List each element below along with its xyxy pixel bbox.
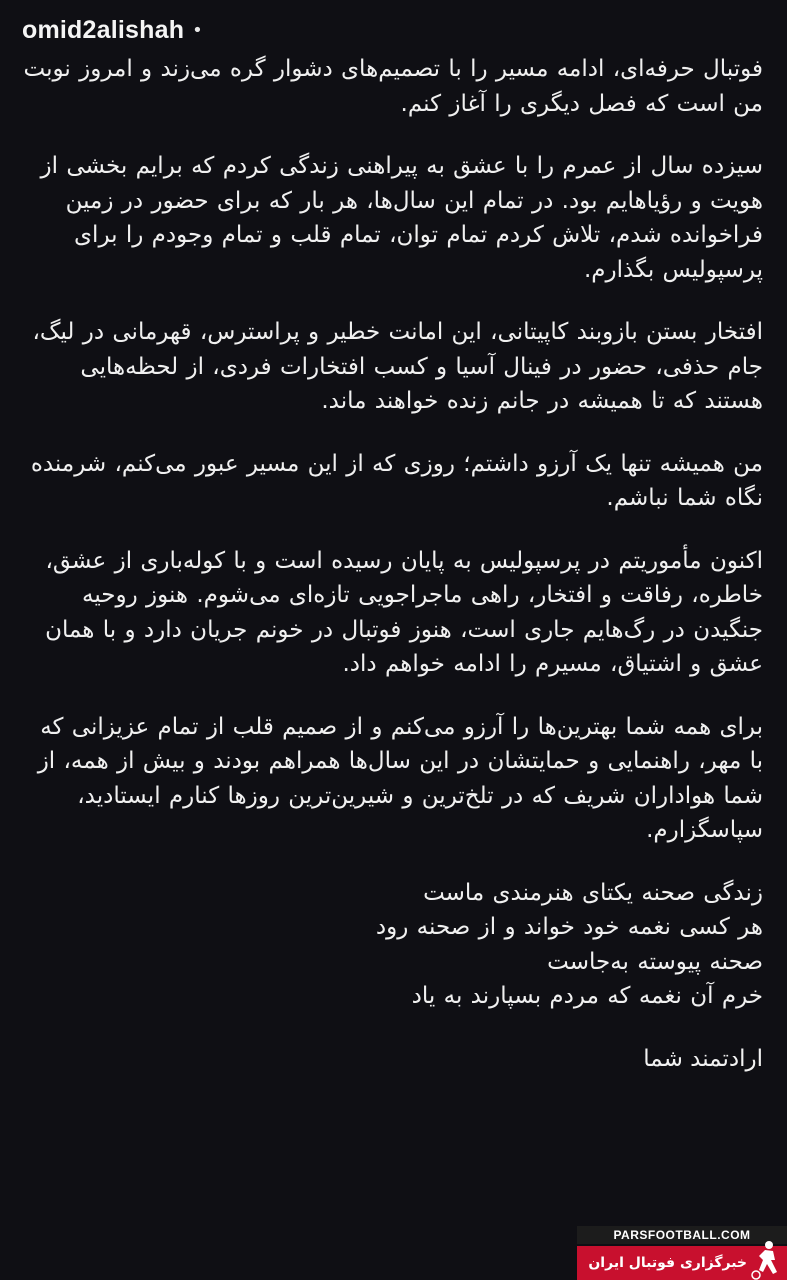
watermark-site: PARSFOOTBALL.COM: [577, 1226, 787, 1244]
separator-dot: •: [192, 19, 203, 41]
post-caption: [22, 52, 763, 1076]
caption-poem: [22, 876, 763, 1014]
parsfootball-watermark: [577, 1226, 787, 1280]
player-silhouette-icon: [747, 1238, 783, 1280]
poem-line-3: صحنه پیوسته به‌جاست: [547, 948, 763, 975]
poem-line-4: خرم آن نغمه که مردم بسپارند به یاد: [411, 983, 763, 1009]
post-header: [22, 12, 203, 48]
caption-paragraph-6: برای همه شما بهترین‌ها را آرزو می‌کنم و از صمیم قلب از تمام عزیزانی که با مهر، راهنمایی و حمایتشان در این سال‌ها همراهم بودند و بیش از همه، از شما هواداران شریف که در تلخ‌ترین و شیرین‌ترین روزها کنارم ایستادید، سپاسگزارم.: [37, 713, 763, 843]
poem-line-2: هر کسی نغمه خود خواند و از صحنه رود: [375, 914, 763, 940]
username-link[interactable]: omid2alishah: [22, 15, 185, 44]
caption-paragraph-5: اکنون مأموریتم در پرسپولیس به پایان رسیده است و با کوله‌باری از عشق، خاطره، رفاقت و افتخار، راهی ماجراجویی تازه‌ای می‌شوم. هنوز روحیه جنگیدن در رگ‌هایم جاری است، هنوز فوتبال در خونم جریان دارد و با همان عشق و اشتیاق، مسیرم را ادامه خواهم داد.: [45, 547, 763, 677]
poem-line-1: زندگی صحنه یکتای هنرمندی ماست: [423, 879, 763, 906]
caption-paragraph-2: سیزده سال از عمرم را با عشق به پیراهنی زندگی کردم که برایم بخشی از هویت و رؤیاهایم بود. در تمام این سال‌ها، هر بار که برای حضور در زمین فراخوانده شدم، تلاش کردم تمام توان، تمام قلب و تمام وجودم را برای پرسپولیس بگذارم.: [40, 153, 763, 283]
caption-paragraph-3: افتخار بستن بازوبند کاپیتانی، این امانت خطیر و پراسترس، قهرمانی در لیگ، جام حذفی، حضور در فینال آسیا و کسب افتخارات فردی، از لحظه‌هایی هستند که تا همیشه در جانم زنده خواهند ماند.: [32, 319, 763, 414]
caption-signoff: ارادتمند شما: [643, 1045, 763, 1072]
caption-paragraph-1: فوتبال حرفه‌ای، ادامه مسیر را با تصمیم‌های دشوار گره می‌زند و امروز نوبت من است که فصل دیگری را آغاز کنم.: [23, 56, 763, 117]
watermark-tagline: خبرگزاری فوتبال ایران: [588, 1255, 747, 1271]
caption-paragraph-4: من همیشه تنها یک آرزو داشتم؛ روزی که از این مسیر عبور می‌کنم، شرمنده نگاه شما نباشم.: [30, 450, 763, 511]
